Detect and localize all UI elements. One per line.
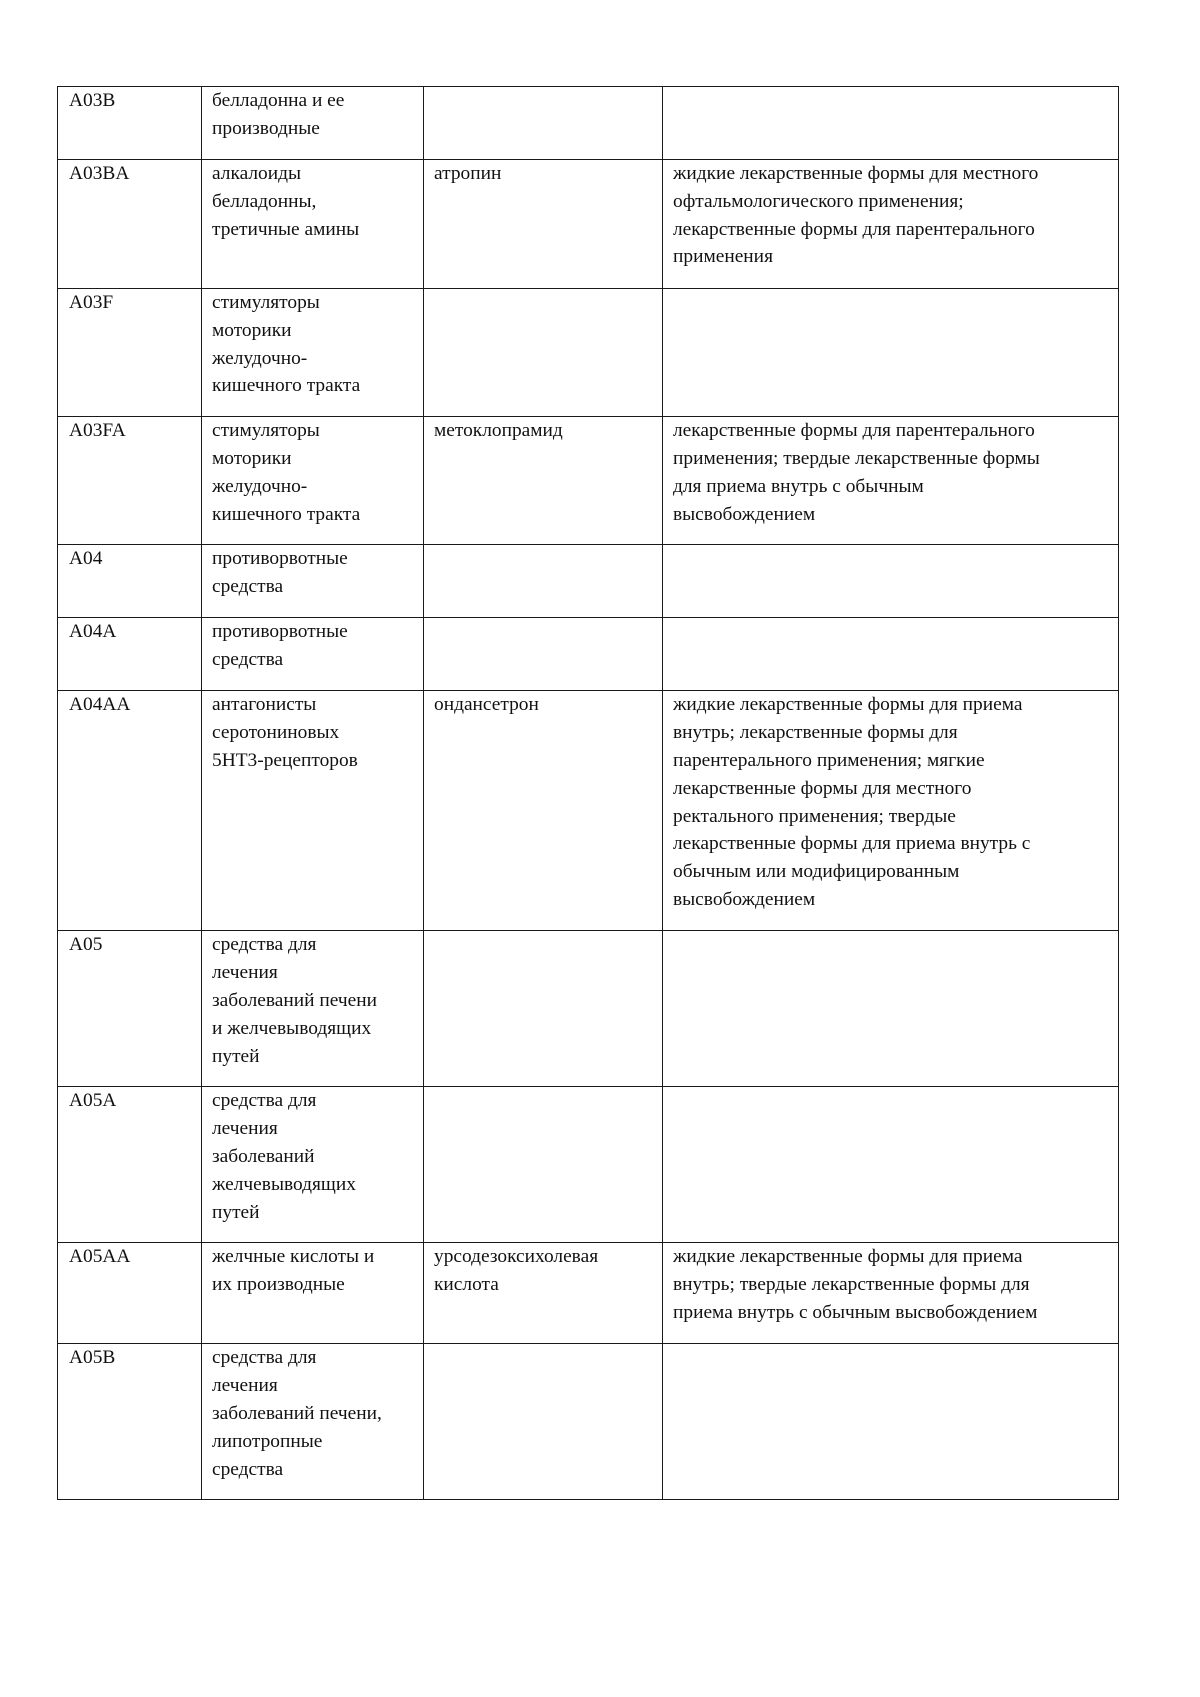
table-row <box>58 1344 1119 1500</box>
group-name: противорвотные средства <box>212 621 348 671</box>
dosage-forms: жидкие лекарственные формы для местного офтальмологического применения; лекарственные формы для парентерального применения <box>673 163 1039 268</box>
table-row <box>58 545 1119 618</box>
substance-name: метоклопрамид <box>434 420 563 442</box>
atc-code: A03F <box>69 292 114 313</box>
table-row <box>58 87 1119 160</box>
dosage-forms-cell <box>663 160 1119 289</box>
atc-code-cell <box>58 545 202 618</box>
dosage-forms-cell <box>663 545 1119 618</box>
substance-cell <box>424 87 663 160</box>
substance-name: урсодезоксихолевая кислота <box>434 1246 599 1296</box>
group-name-cell <box>202 1344 424 1500</box>
substance-cell <box>424 289 663 417</box>
group-name-cell <box>202 931 424 1087</box>
dosage-forms-cell <box>663 87 1119 160</box>
group-name: антагонисты серотониновых 5HT3-рецепторов <box>212 694 358 771</box>
substance-cell <box>424 545 663 618</box>
group-name-cell <box>202 691 424 931</box>
table-row <box>58 160 1119 289</box>
atc-code: A05AA <box>69 1246 131 1268</box>
table-body <box>58 87 1119 1500</box>
group-name-cell <box>202 417 424 545</box>
substance-cell <box>424 1344 663 1500</box>
group-name: средства для лечения заболеваний желчевыводящих путей <box>212 1090 356 1223</box>
group-name: белладонна и ее производные <box>212 90 345 139</box>
atc-code-cell <box>58 289 202 417</box>
group-name: алкалоиды белладонны, третичные амины <box>212 163 360 240</box>
group-name: стимуляторы моторики желудочно- кишечного тракта <box>212 420 361 525</box>
substance-cell <box>424 1087 663 1243</box>
atc-code-cell <box>58 1344 202 1500</box>
atc-code: A04A <box>69 621 117 643</box>
group-name-cell <box>202 87 424 160</box>
dosage-forms: жидкие лекарственные формы для приема внутрь; лекарственные формы для парентерального применения; мягкие лекарственные формы для местного ректального применения; твердые лекарственные формы для приема внутрь с обычным или модифицированным высвобождением <box>673 694 1031 910</box>
atc-code: A05B <box>69 1347 116 1369</box>
dosage-forms-cell <box>663 1344 1119 1500</box>
table-row <box>58 931 1119 1087</box>
group-name-cell <box>202 1243 424 1344</box>
atc-code: A05 <box>69 934 103 956</box>
substance-name: ондансетрон <box>434 694 539 716</box>
atc-code: A04AA <box>69 694 131 716</box>
atc-code-cell <box>58 931 202 1087</box>
atc-code: A03B <box>69 90 116 111</box>
table-row <box>58 417 1119 545</box>
atc-code-cell <box>58 618 202 691</box>
drug-classification-table <box>57 86 1119 1500</box>
atc-code: A03BA <box>69 163 130 184</box>
group-name: противорвотные средства <box>212 548 348 598</box>
dosage-forms: жидкие лекарственные формы для приема внутрь; твердые лекарственные формы для приема внутрь с обычным высвобождением <box>673 1246 1038 1323</box>
atc-code-cell <box>58 1243 202 1344</box>
dosage-forms-cell <box>663 691 1119 931</box>
group-name: стимуляторы моторики желудочно- кишечного тракта <box>212 292 361 397</box>
table-row <box>58 1087 1119 1243</box>
table-row <box>58 1243 1119 1344</box>
dosage-forms-cell <box>663 289 1119 417</box>
group-name: средства для лечения заболеваний печени и желчевыводящих путей <box>212 934 377 1067</box>
group-name-cell <box>202 160 424 289</box>
table-row <box>58 691 1119 931</box>
atc-code: A03FA <box>69 420 126 442</box>
atc-code-cell <box>58 87 202 160</box>
atc-code-cell <box>58 691 202 931</box>
dosage-forms-cell <box>663 931 1119 1087</box>
substance-cell <box>424 160 663 289</box>
group-name-cell <box>202 545 424 618</box>
dosage-forms-cell <box>663 618 1119 691</box>
substance-cell <box>424 1243 663 1344</box>
group-name-cell <box>202 289 424 417</box>
atc-code: A04 <box>69 548 103 570</box>
substance-cell <box>424 618 663 691</box>
group-name-cell <box>202 618 424 691</box>
dosage-forms-cell <box>663 417 1119 545</box>
dosage-forms-cell <box>663 1087 1119 1243</box>
atc-code-cell <box>58 1087 202 1243</box>
dosage-forms: лекарственные формы для парентерального применения; твердые лекарственные формы для приема внутрь с обычным высвобождением <box>673 420 1040 525</box>
atc-code-cell <box>58 417 202 545</box>
atc-code-cell <box>58 160 202 289</box>
substance-cell <box>424 931 663 1087</box>
group-name: желчные кислоты и их производные <box>212 1246 375 1296</box>
substance-name: атропин <box>434 163 502 184</box>
substance-cell <box>424 691 663 931</box>
group-name-cell <box>202 1087 424 1243</box>
table-row <box>58 289 1119 417</box>
dosage-forms-cell <box>663 1243 1119 1344</box>
table-row <box>58 618 1119 691</box>
atc-code: A05A <box>69 1090 117 1112</box>
group-name: средства для лечения заболеваний печени, липотропные средства <box>212 1347 382 1480</box>
substance-cell <box>424 417 663 545</box>
